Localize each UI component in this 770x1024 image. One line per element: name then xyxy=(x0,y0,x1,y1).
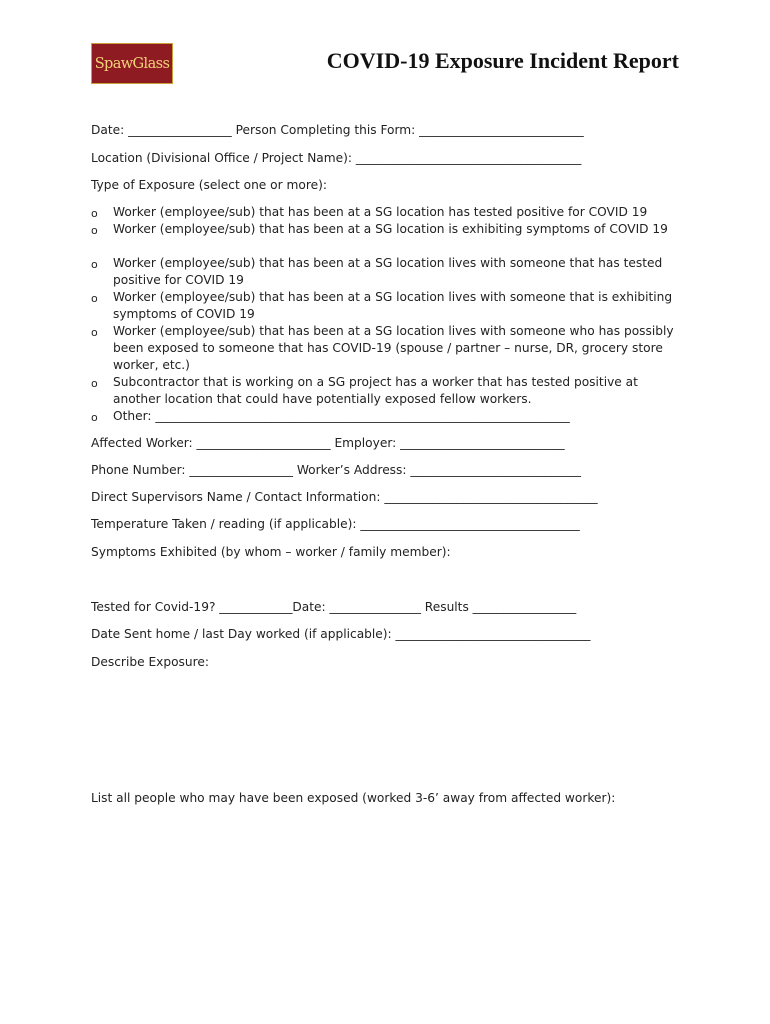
exposure-option-5[interactable]: Worker (employee/sub) that has been at a SG location lives with someone who has possibly been exposed to someone that has COVID-19 (spouse / partner – nurse, DR, grocery store worker, etc.) xyxy=(113,324,674,372)
tested-field[interactable]: Tested for Covid-19? ____________Date: _______________ Results _________________ xyxy=(91,600,577,614)
phone-address-field[interactable]: Phone Number: _________________ Worker’s Address: ____________________________ xyxy=(91,463,581,477)
exposure-option-1[interactable]: Worker (employee/sub) that has been at a SG location has tested positive for COVID 19 xyxy=(113,205,648,219)
option-bullet[interactable]: o xyxy=(91,258,98,271)
option-bullet[interactable]: o xyxy=(91,326,98,339)
date-sent-field[interactable]: Date Sent home / last Day worked (if applicable): ________________________________ xyxy=(91,627,591,641)
location-field[interactable]: Location (Divisional Office / Project Name): _____________________________________ xyxy=(91,151,582,165)
option-bullet[interactable]: o xyxy=(91,292,98,305)
logo-text: SpawGlass xyxy=(94,55,170,72)
exposure-option-3[interactable]: Worker (employee/sub) that has been at a SG location lives with someone that has tested positive for COVID 19 xyxy=(113,256,663,287)
symptoms-label: Symptoms Exhibited (by whom – worker / family member): xyxy=(91,545,451,559)
option-bullet[interactable]: o xyxy=(91,377,98,390)
describe-exposure-label: Describe Exposure: xyxy=(91,655,209,669)
option-bullet[interactable]: o xyxy=(91,207,98,220)
exposure-option-4[interactable]: Worker (employee/sub) that has been at a SG location lives with someone that is exhibiting symptoms of COVID 19 xyxy=(113,290,673,321)
affected-worker-field[interactable]: Affected Worker: ______________________ Employer: ___________________________ xyxy=(91,436,565,450)
date-person-field[interactable]: Date: _________________ Person Completing this Form: ___________________________ xyxy=(91,123,584,137)
exposure-option-6[interactable]: Subcontractor that is working on a SG project has a worker that has tested positive at another location that could have potentially exposed fellow workers. xyxy=(113,375,638,406)
temperature-field[interactable]: Temperature Taken / reading (if applicable): ____________________________________ xyxy=(91,517,580,531)
exposure-option-2[interactable]: Worker (employee/sub) that has been at a SG location is exhibiting symptoms of COVID 19 xyxy=(113,222,668,236)
option-bullet[interactable]: o xyxy=(91,411,98,424)
list-people-label: List all people who may have been exposed (worked 3-6’ away from affected worker): xyxy=(91,791,616,805)
option-bullet[interactable]: o xyxy=(91,224,98,237)
exposure-option-other[interactable]: Other: ____________________________________________________________________ xyxy=(113,409,570,423)
type-of-exposure-label: Type of Exposure (select one or more): xyxy=(91,178,327,192)
supervisor-field[interactable]: Direct Supervisors Name / Contact Information: ___________________________________ xyxy=(91,490,598,504)
page-title: COVID-19 Exposure Incident Report xyxy=(326,48,679,73)
spawglass-logo xyxy=(91,43,173,84)
